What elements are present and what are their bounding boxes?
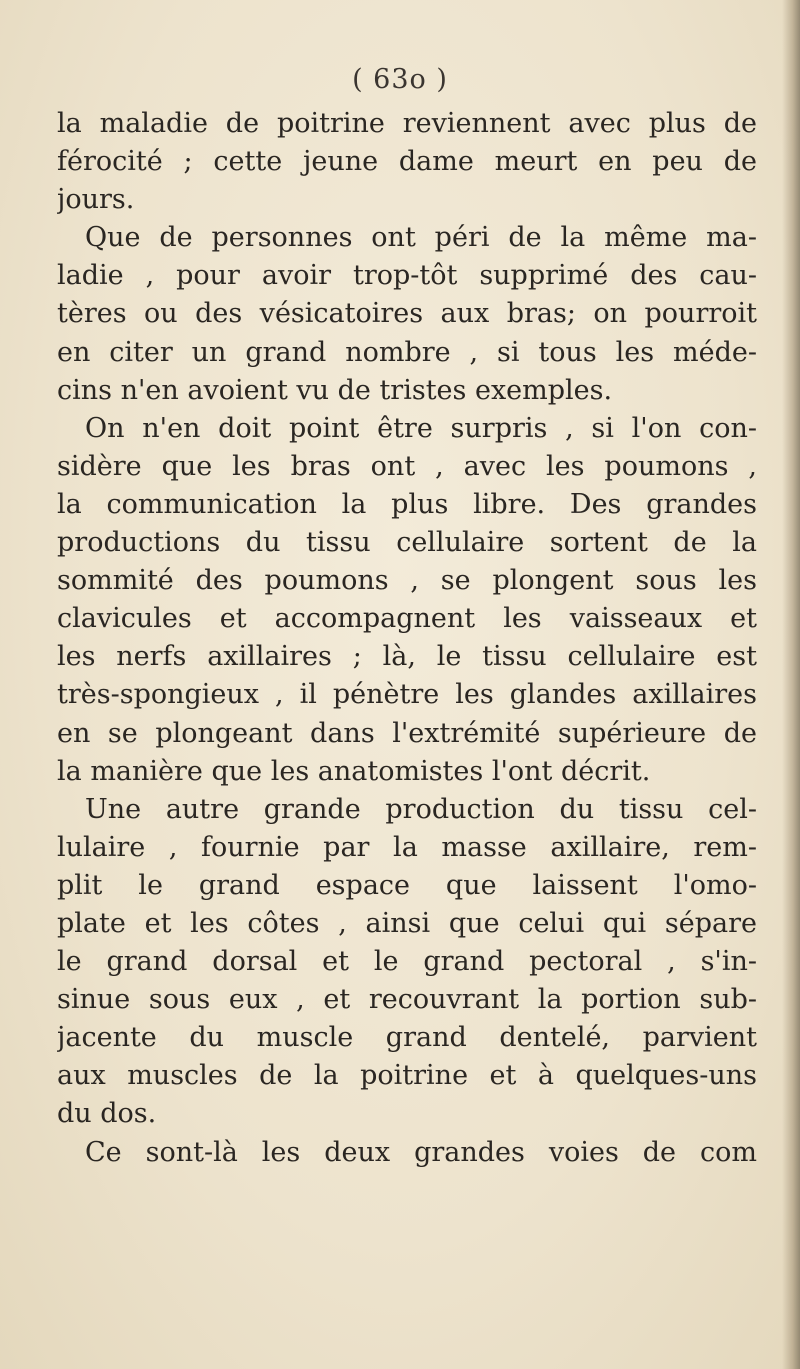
text-line: On n'en doit point être surpris , si l'on con-: [85, 412, 757, 444]
text-line: Que de personnes ont péri de la même ma-: [85, 222, 757, 254]
page-edge-shadow: [782, 0, 800, 1369]
text-line: lulaire , fournie par la masse axillaire, rem-: [57, 831, 757, 863]
body-text: [57, 105, 757, 1172]
text-line: sinue sous eux , et recouvrant la portion sub-: [57, 984, 757, 1016]
text-line: le grand dorsal et le grand pectoral , s'in-: [57, 946, 757, 978]
text-line: Une autre grande production du tissu cel-: [85, 793, 757, 825]
text-line: très-spongieux , il pénètre les glandes axillaires: [57, 679, 757, 711]
text-line: férocité ; cette jeune dame meurt en peu de: [57, 146, 757, 178]
text-line: plit le grand espace que laissent l'omo-: [57, 869, 757, 901]
text-line: sommité des poumons , se plongent sous les: [57, 565, 757, 597]
text-line: tères ou des vésicatoires aux bras; on pourroit: [57, 298, 757, 330]
text-line: productions du tissu cellulaire sortent de la: [57, 527, 757, 559]
text-line: la communication la plus libre. Des grandes: [57, 488, 757, 520]
text-line: la maladie de poitrine reviennent avec plus de: [57, 108, 757, 139]
page-number: ( 63o ): [352, 64, 448, 95]
text-line: jacente du muscle grand dentelé, parvient: [57, 1022, 757, 1054]
text-line: en citer un grand nombre , si tous les méde-: [57, 336, 757, 368]
text-line: les nerfs axillaires ; là, le tissu cellulaire est: [57, 641, 757, 673]
text-line: aux muscles de la poitrine et à quelques-uns: [57, 1060, 757, 1092]
text-line: plate et les côtes , ainsi que celui qui sépare: [57, 907, 757, 939]
text-line: clavicules et accompagnent les vaisseaux et: [57, 603, 757, 635]
text-line: jours.: [57, 184, 135, 216]
text-line: cins n'en avoient vu de tristes exemples.: [57, 374, 613, 406]
text-line: du dos.: [57, 1098, 157, 1130]
text-line: ladie , pour avoir trop-tôt supprimé des cau-: [57, 260, 757, 292]
text-line: sidère que les bras ont , avec les poumons ,: [57, 450, 757, 482]
text-line: la manière que les anatomistes l'ont décrit.: [57, 755, 651, 787]
text-line: en se plongeant dans l'extrémité supérieure de: [57, 717, 757, 749]
text-line: Ce sont-là les deux grandes voies de com: [85, 1136, 757, 1168]
